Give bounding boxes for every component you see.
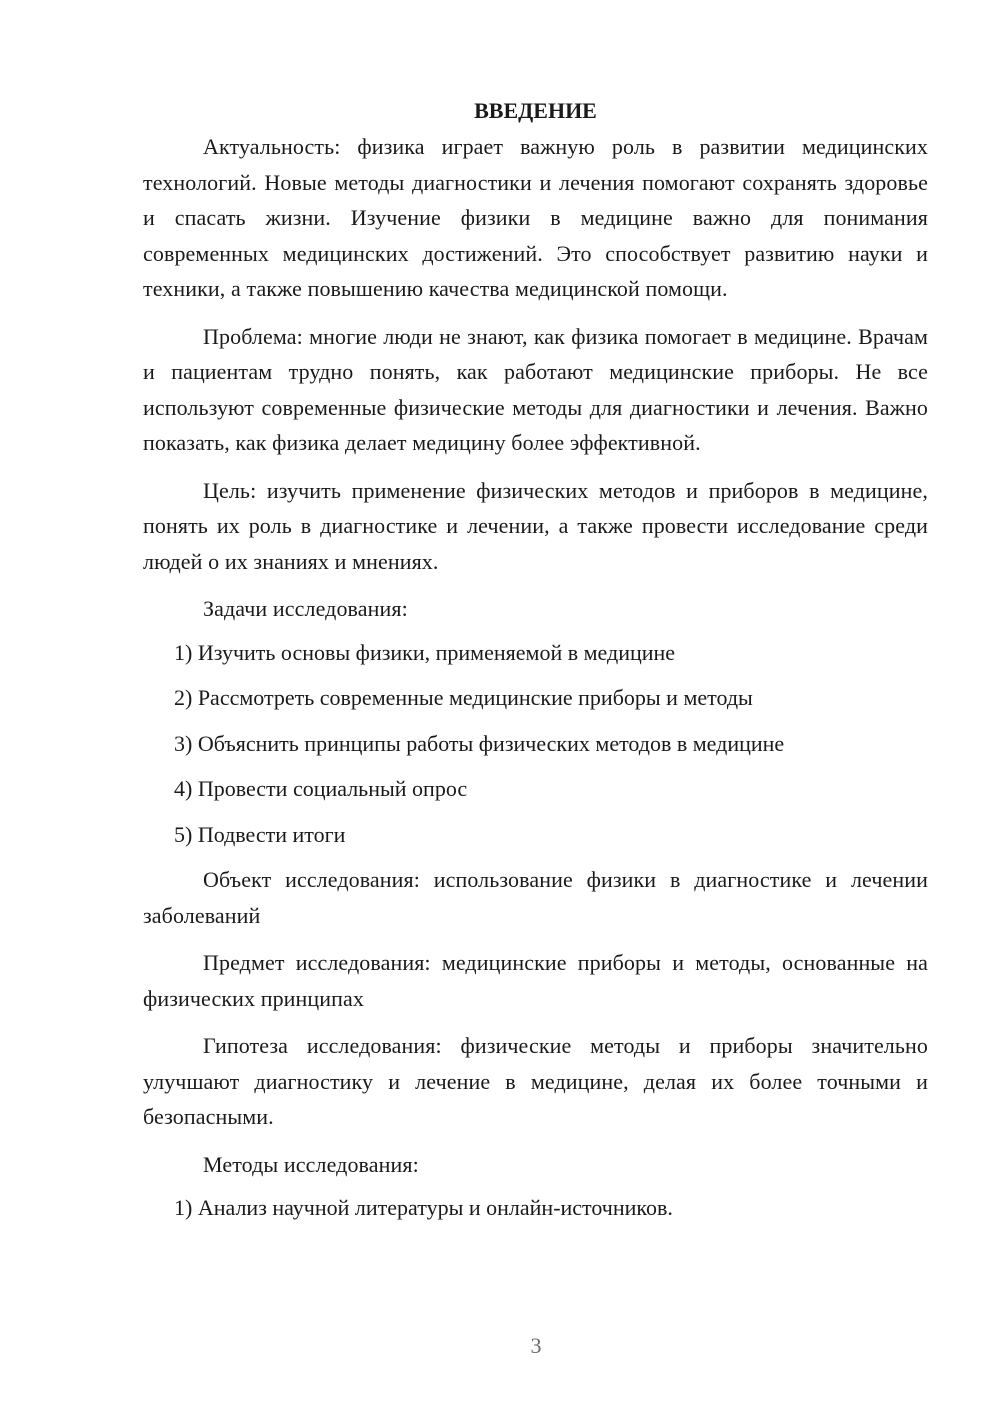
task-item: 1) Изучить основы физики, применяемой в медицине [174,639,676,665]
problem-paragraph: Проблема: многие люди не знают, как физика помогает в медицине. Врачам и пациентам трудно понять, как работают медицинские приборы. Не все используют современные физические методы для диагностики и лечения. Важно показать, как физика делает медицину более эффективной. [143,323,928,455]
subject-paragraph: Предмет исследования: медицинские приборы и методы, основанные на физических принципах [143,950,928,1011]
method-item: 1) Анализ научной литературы и онлайн-источников. [174,1195,673,1220]
goal-paragraph: Цель: изучить применение физических методов и приборов в медицине, понять их роль в диагностике и лечении, а также провести исследование среди людей о их знаниях и мнениях. [143,477,928,574]
task-item: 3) Объяснить принципы работы физических методов в медицине [174,730,785,756]
section-heading: ВВЕДЕНИЕ [474,98,597,123]
relevance-paragraph: Актуальность: физика играет важную роль в развитии медицинских технологий. Новые методы диагностики и лечения помогают сохранять здоровье и спасать жизни. Изучение физики в медицине важно для понимания современных медицинских достижений. Это способствует развитию науки и техники, а также повышению качества медицинской помощи. [143,134,928,301]
task-item: 4) Провести социальный опрос [174,776,468,801]
object-paragraph: Объект исследования: использование физики в диагностике и лечении заболеваний [143,867,928,928]
tasks-title: Задачи исследования: [203,596,408,621]
page-content [143,93,928,1236]
task-item: 5) Подвести итоги [174,821,346,847]
task-item: 2) Рассмотреть современные медицинские приборы и методы [174,685,753,710]
methods-title: Методы исследования: [203,1151,419,1177]
page-number: 3 [530,1333,542,1358]
hypothesis-paragraph: Гипотеза исследования: физические методы и приборы значительно улучшают диагностику и лечение в медицине, делая их более точными и безопасными. [143,1033,928,1129]
